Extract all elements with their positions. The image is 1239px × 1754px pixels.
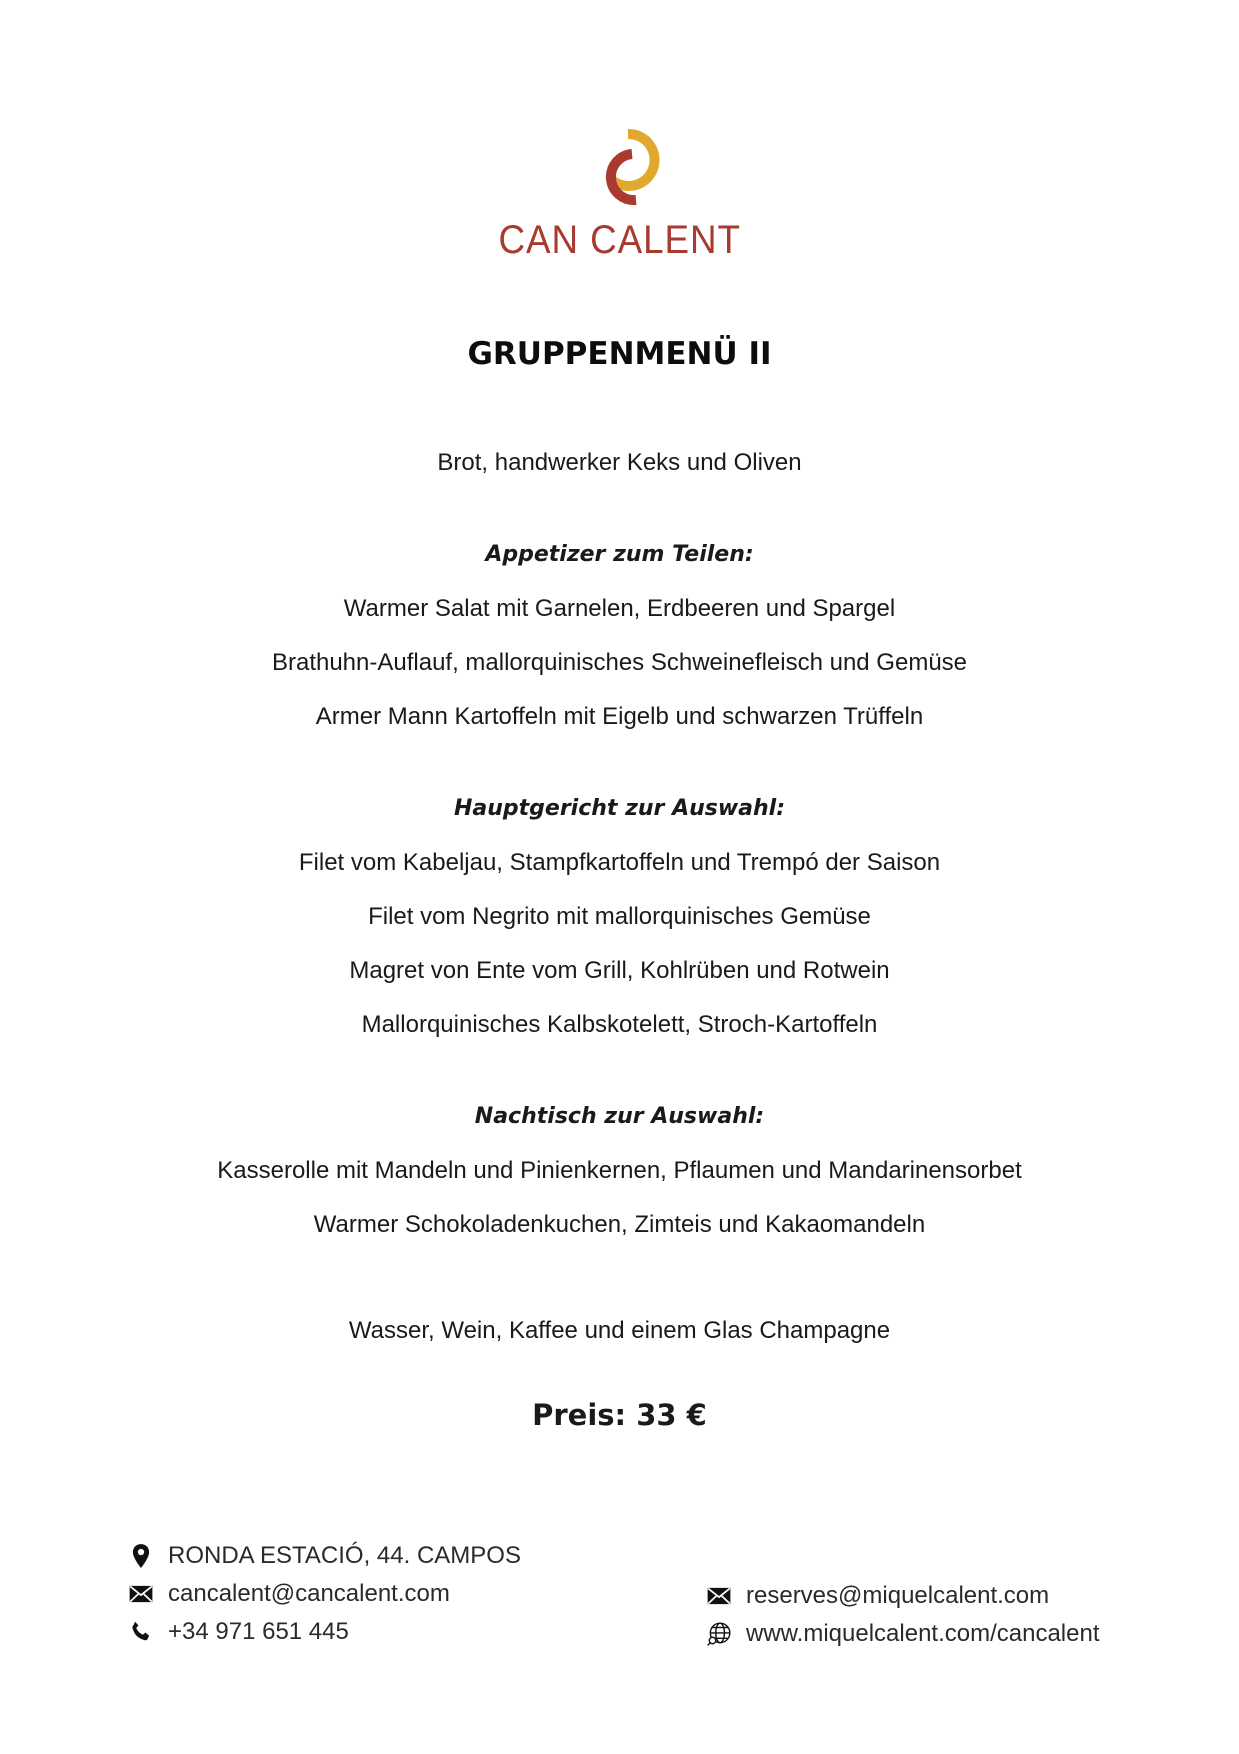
address-row <box>128 1542 521 1570</box>
section-heading-appetizer: Appetizer zum Teilen: <box>485 542 754 567</box>
menu-item: Warmer Salat mit Garnelen, Erdbeeren und Spargel <box>343 595 896 622</box>
email-link[interactable]: cancalent@cancalent.com <box>168 1580 450 1607</box>
price-label: Preis: 33 € <box>532 1398 707 1432</box>
intro-line: Brot, handwerker Keks und Oliven <box>437 449 802 476</box>
map-pin-icon <box>128 1543 154 1569</box>
section-heading-dessert: Nachtisch zur Auswahl: <box>474 1104 765 1129</box>
address-text: RONDA ESTACIÓ, 44. CAMPOS <box>168 1542 521 1569</box>
phone-icon <box>128 1619 154 1645</box>
globe-icon <box>706 1621 732 1647</box>
menu-item: Magret von Ente vom Grill, Kohlrüben und Rotwein <box>349 957 890 984</box>
menu-item: Warmer Schokoladenkuchen, Zimteis und Kakaomandeln <box>313 1211 926 1238</box>
email-row[interactable] <box>128 1580 450 1608</box>
website-link[interactable]: www.miquelcalent.com/cancalent <box>746 1620 1100 1647</box>
reservations-email-row[interactable] <box>706 1582 1049 1610</box>
menu-item: Armer Mann Kartoffeln mit Eigelb und schwarzen Trüffeln <box>315 703 924 730</box>
envelope-icon <box>128 1581 154 1607</box>
phone-link[interactable]: +34 971 651 445 <box>168 1618 349 1645</box>
menu-item: Mallorquinisches Kalbskotelett, Stroch-Kartoffeln <box>361 1011 878 1038</box>
phone-row[interactable] <box>128 1618 349 1646</box>
reservations-email-link[interactable]: reserves@miquelcalent.com <box>746 1582 1050 1609</box>
page-title: GRUPPENMENÜ II <box>467 336 772 372</box>
menu-item: Filet vom Negrito mit mallorquinisches Gemüse <box>368 903 871 930</box>
menu-item: Brathuhn-Auflauf, mallorquinisches Schweinefleisch und Gemüse <box>271 649 968 676</box>
brand-logo <box>0 126 1239 263</box>
logo-mark-icon <box>580 126 660 212</box>
brand-name: CAN CALENT <box>498 218 741 262</box>
menu-item: Kasserolle mit Mandeln und Pinienkernen, Pflaumen und Mandarinensorbet <box>217 1157 1022 1184</box>
menu-body <box>0 436 1239 1358</box>
section-heading-main: Hauptgericht zur Auswahl: <box>453 796 786 821</box>
envelope-icon <box>706 1583 732 1609</box>
website-row[interactable] <box>706 1620 1100 1648</box>
drinks-line: Wasser, Wein, Kaffee und einem Glas Champagne <box>348 1317 891 1344</box>
menu-item: Filet vom Kabeljau, Stampfkartoffeln und Trempó der Saison <box>298 849 941 876</box>
